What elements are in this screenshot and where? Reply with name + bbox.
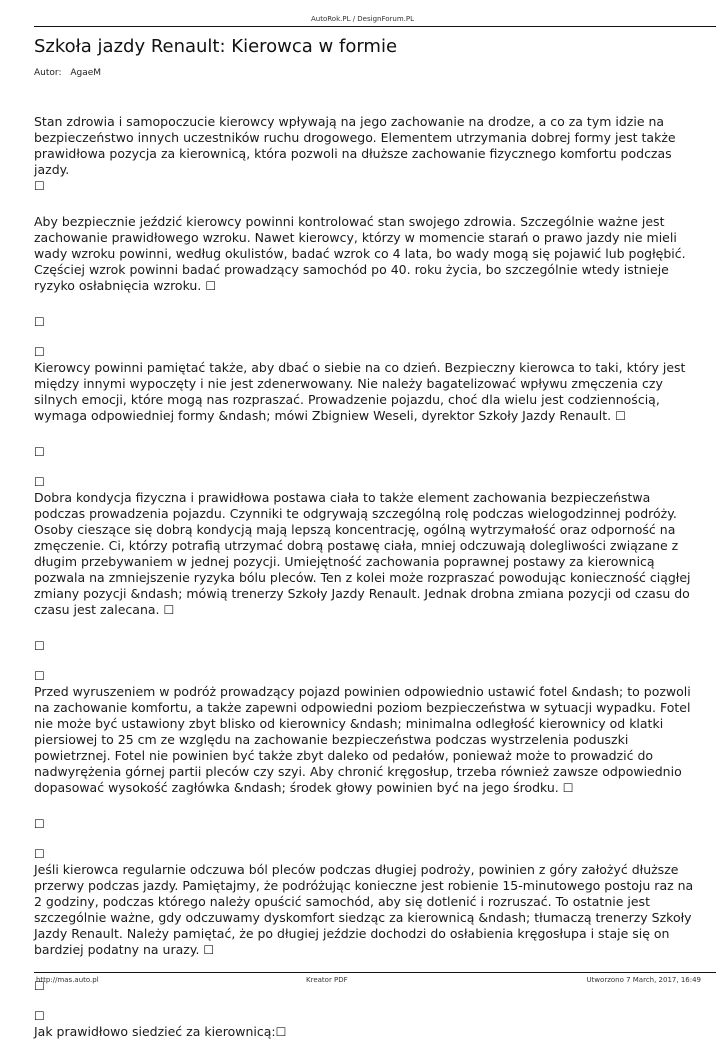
author-name: AgaeM	[70, 68, 102, 78]
box-placeholder	[34, 474, 694, 490]
box-placeholder	[34, 638, 694, 654]
checkbox-glyph-icon: ☐	[34, 979, 45, 993]
checkbox-glyph-icon: ☐	[34, 315, 45, 329]
box-placeholder	[34, 668, 694, 684]
paragraph: Aby bezpiecznie jeździć kierowcy powinni kontrolować stan swojego zdrowia. Szczególnie ważne jest zachowanie prawidłowego wzroku. Nawet kierowcy, którzy w momencie starań o prawo jazdy nie mieli wady wzroku powinni, według okulistów, badać wzrok co 4 lata, bo wady mogą się pojawić lub pogłębić. Częściej wzrok powinni badać prowadzący samochód po 40. roku życia, bo szczególnie wtedy istnieje ryzyko osłabnięcia wzroku. ☐	[34, 214, 686, 293]
box-placeholder	[34, 444, 694, 460]
box-placeholder	[34, 816, 694, 832]
paragraph: Jak prawidłowo siedzieć za kierownicą:☐	[34, 1024, 287, 1039]
footer-divider	[34, 972, 716, 973]
paragraph: Kierowcy powinni pamiętać także, aby dbać o siebie na co dzień. Bezpieczny kierowca to taki, który jest między innymi wypoczęty i nie jest zdenerwowany. Nie należy bagatelizować wpływu zmęczenia czy silnych emocji, które mogą nas rozpraszać. Prowadzenie pojazdu, choć dla wielu jest codziennością, wymaga odpowiedniej formy &ndash; mówi Zbigniew Weseli, dyrektor Szkoły Jazdy Renault. ☐	[34, 360, 686, 423]
box-placeholder	[34, 846, 694, 862]
checkbox-glyph-icon: ☐	[34, 847, 45, 861]
article-title: Szkoła jazdy Renault: Kierowca w formie	[34, 36, 398, 57]
footer-generator: Kreator PDF	[306, 976, 348, 984]
checkbox-glyph-icon: ☐	[34, 1009, 45, 1023]
box-placeholder	[34, 344, 694, 360]
checkbox-glyph-icon: ☐	[34, 445, 45, 459]
checkbox-glyph-icon: ☐	[34, 817, 45, 831]
article-body	[34, 114, 694, 1040]
author-label: Autor:	[34, 68, 62, 78]
checkbox-glyph-icon: ☐	[205, 279, 217, 293]
paragraph: Przed wyruszeniem w podróż prowadzący pojazd powinien odpowiednio ustawić fotel &ndash; to pozwoli na zachowanie komfortu, a także zapewni odpowiedni poziom bezpieczeństwa w sytuacji wypadku. Fotel nie może być ustawiony zbyt blisko od kierownicy &ndash; minimalna odległość kierownicy od klatki piersiowej to 25 cm ze względu na zachowanie bezpieczeństwa podczas wystrzelenia poduszki powietrznej. Fotel nie powinien być także zbyt daleko od pedałów, ponieważ może to prowadzić do nadwyrężenia górnej partii pleców czy szyi. Aby chronić kręgosłup, trzeba również zawsze odpowiednio dopasować wysokość zagłówka &ndash; środek głowy powinien być na jego środku. ☐	[34, 684, 691, 795]
paragraph: Jeśli kierowca regularnie odczuwa ból pleców podczas długiej podroży, powinien z góry założyć dłuższe przerwy podczas jazdy. Pamiętajmy, że podróżując konieczne jest robienie 15-minutowego postoju raz na 2 godziny, podczas którego należy opuścić samochód, aby się dotlenić i rozruszać. To ostatnie jest szczególnie ważne, gdy odczuwamy dyskomfort siedząc za kierownicą &ndash; tłumaczą trenerzy Szkoły Jazdy Renault. Należy pamiętać, że po długiej jeździe dochodzi do osłabienia kręgosłupa i staje się on bardziej podatny na urazy. ☐	[34, 862, 694, 957]
footer-created-date: Utworzono 7 March, 2017, 16:49	[586, 976, 701, 984]
checkbox-glyph-icon: ☐	[34, 345, 45, 359]
footer-url-link[interactable]: http://mas.auto.pl	[36, 976, 99, 984]
checkbox-glyph-icon: ☐	[615, 409, 626, 423]
site-header: AutoRok.PL / DesignForum.PL	[310, 15, 414, 23]
checkbox-glyph-icon: ☐	[34, 639, 45, 653]
checkbox-glyph-icon: ☐	[562, 781, 574, 795]
paragraph: Dobra kondycja fizyczna i prawidłowa postawa ciała to także element zachowania bezpieczeństwa podczas prowadzenia pojazdu. Czynniki te odgrywają szczególną rolę podczas wielogodzinnej podróży. Osoby cieszące się dobrą kondycją mają lepszą koncentrację, ogólną wytrzymałość oraz odporność na zmęczenie. Ci, którzy potrafią utrzymać dobrą postawę ciała, mniej odczuwają dolegliwości związane z długim przebywaniem w jednej pozycji. Umiejętność zachowania poprawnej postawy za kierownicą pozwala na zmniejszenie ryzyka bólu pleców. Ten z kolei może rozpraszać powodując konieczność ciągłej zmiany pozycji &ndash; mówią trenerzy Szkoły Jazdy Renault. Jednak drobna zmiana pozycji od czasu do czasu jest zalecana. ☐	[34, 490, 691, 617]
checkbox-glyph-icon: ☐	[34, 179, 45, 193]
box-placeholder	[34, 178, 694, 194]
box-placeholder	[34, 314, 694, 330]
header-divider	[34, 26, 716, 27]
checkbox-glyph-icon: ☐	[34, 475, 45, 489]
author-line	[34, 68, 101, 78]
checkbox-glyph-icon: ☐	[34, 669, 45, 683]
checkbox-glyph-icon: ☐	[275, 1025, 287, 1039]
paragraph: Stan zdrowia i samopoczucie kierowcy wpływają na jego zachowanie na drodze, a co za tym idzie na bezpieczeństwo innych uczestników ruchu drogowego. Elementem utrzymania dobrej formy jest także prawidłowa pozycja za kierownicą, która pozwoli na dłuższe zachowanie fizycznego komfortu podczas jazdy.	[34, 114, 676, 177]
checkbox-glyph-icon: ☐	[203, 943, 215, 957]
checkbox-glyph-icon: ☐	[163, 603, 175, 617]
box-placeholder	[34, 1008, 694, 1024]
